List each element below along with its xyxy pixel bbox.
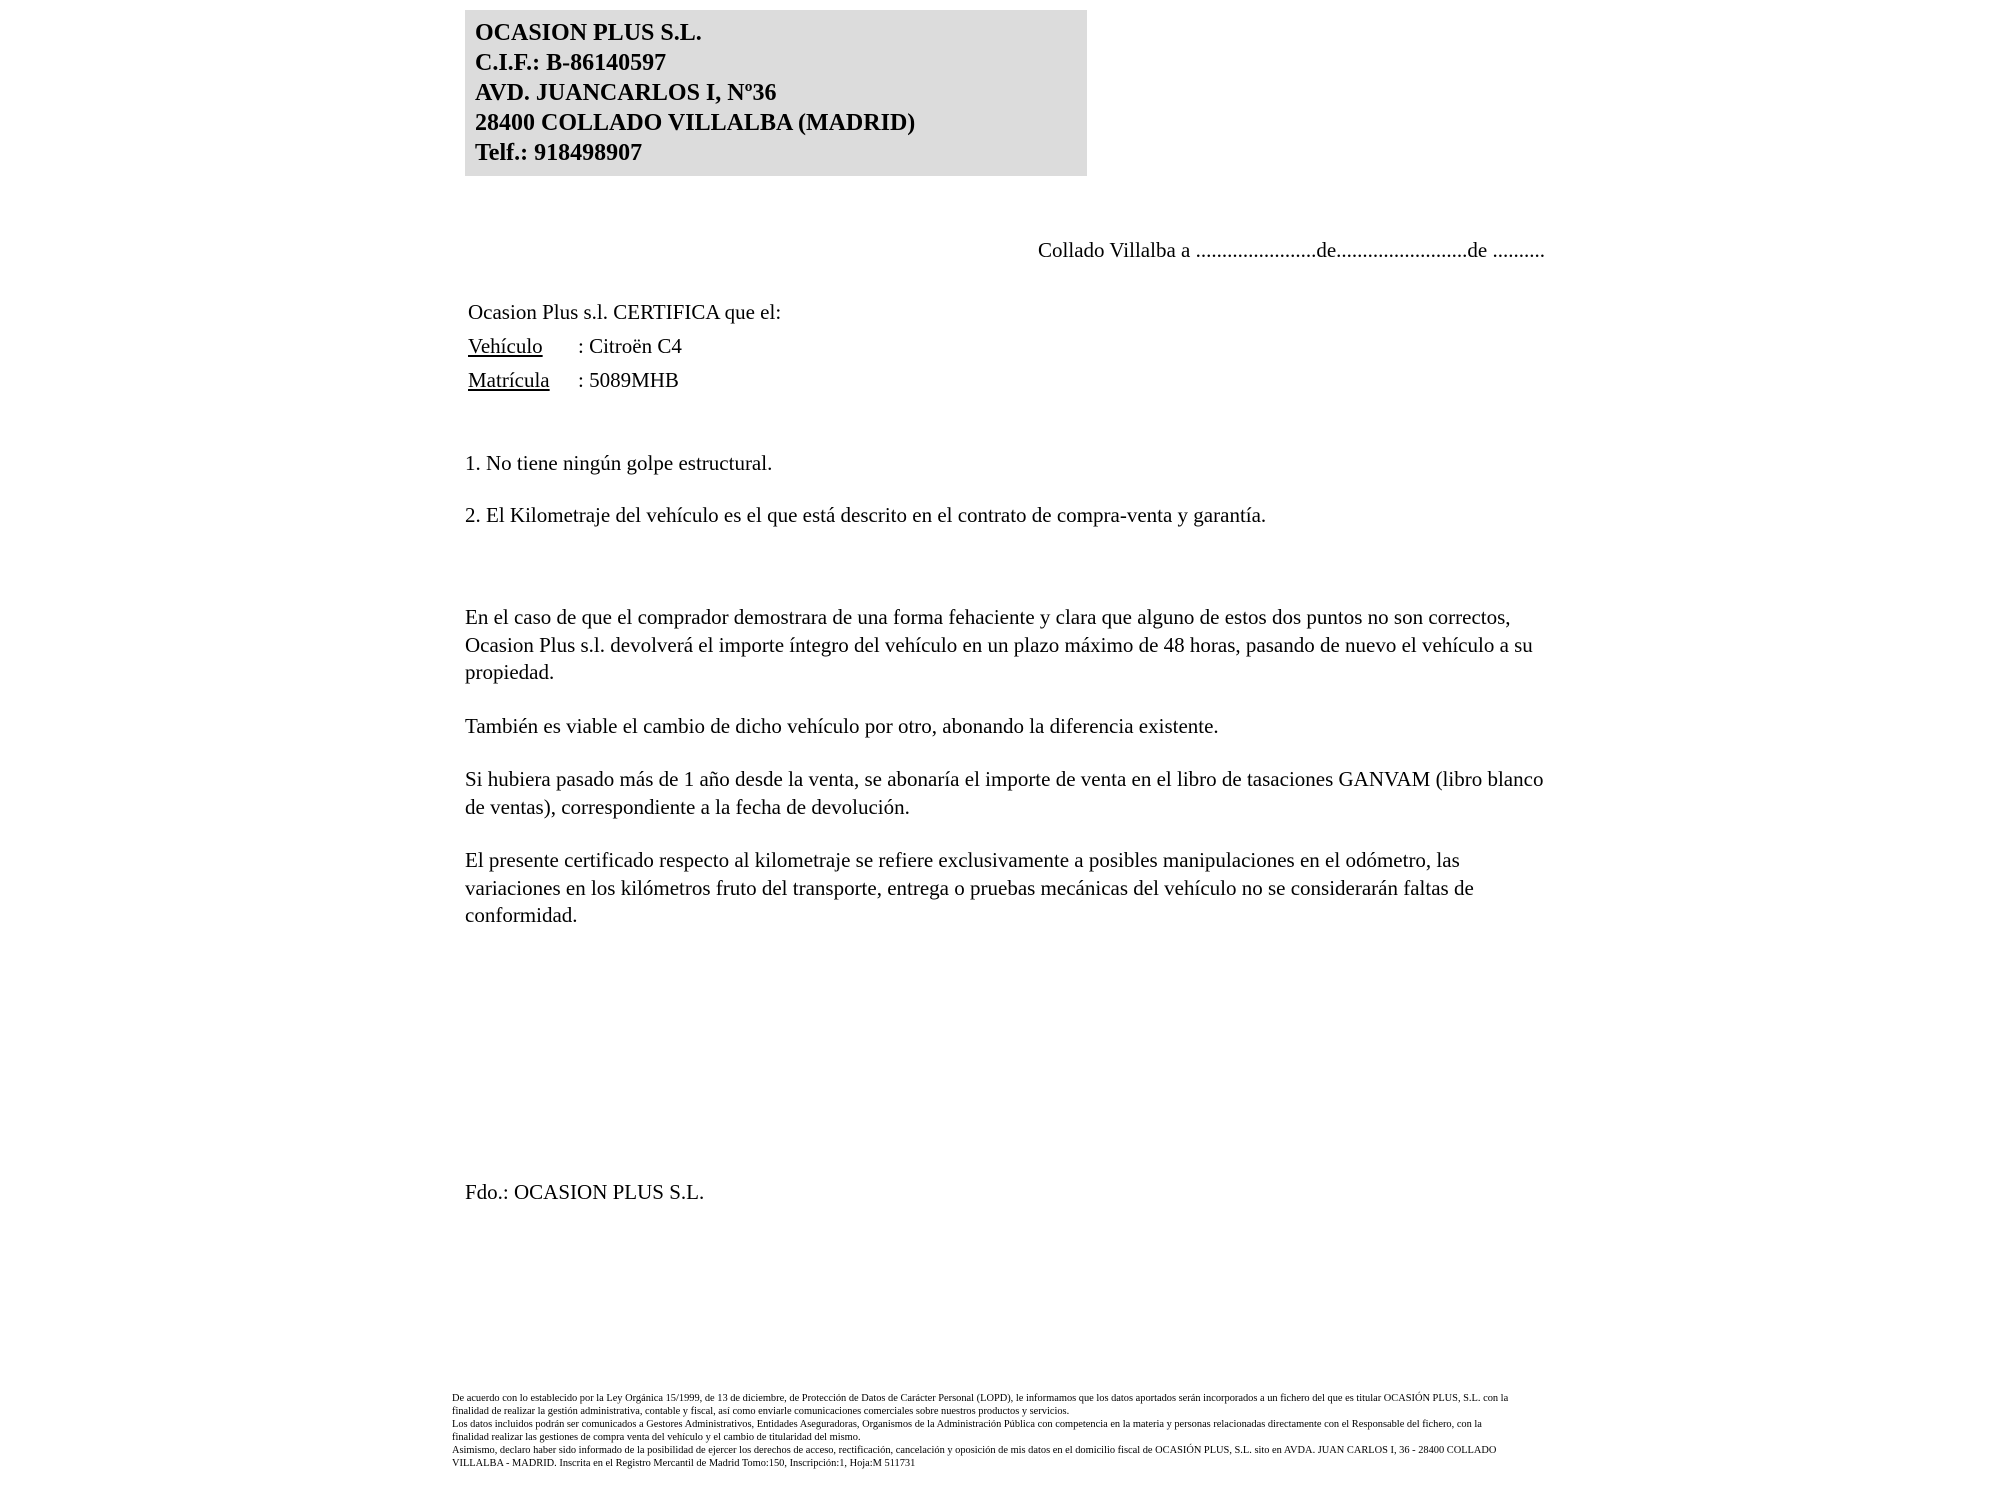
legal-paragraph-lopd: De acuerdo con lo establecido por la Ley Orgánica 15/1999, de 13 de diciembre, de Protección de Datos de Carácter Personal (LOPD), le informamos que los datos aportados serán incorporados a un fichero del que es titular OCASIÓN PLUS, S.L. con la finalidad de realizar la gestión administrativa, contable y fiscal, así como enviarle comunicaciones comerciales sobre nuestros productos y servicios. — [452, 1393, 1509, 1417]
company-header-box — [465, 10, 1087, 176]
company-city: 28400 COLLADO VILLALBA (MADRID) — [475, 110, 916, 136]
company-name: OCASION PLUS S.L. — [475, 20, 702, 46]
certified-point-2: 2. El Kilometraje del vehículo es el que está descrito en el contrato de compra-venta y garantía. — [465, 503, 1267, 527]
plate-label: Matrícula — [468, 368, 550, 392]
paragraph-refund-clause: En el caso de que el comprador demostrara de una forma fehaciente y clara que alguno de estos dos puntos no son correctos, Ocasion Plus s.l. devolverá el importe íntegro del vehículo en un plazo máximo de 48 horas, pasando de nuevo el vehículo a su propiedad. — [465, 605, 1533, 684]
paragraph-odometer-clause: El presente certificado respecto al kilometraje se refiere exclusivamente a posibles manipulaciones en el odómetro, las variaciones en los kilómetros fruto del transporte, entrega o pruebas mecánicas del vehículo no se considerarán faltas de conformidad. — [465, 848, 1474, 927]
company-cif: C.I.F.: B-86140597 — [475, 50, 667, 76]
vehicle-label: Vehículo — [468, 334, 543, 358]
paragraph-exchange-clause: También es viable el cambio de dicho vehículo por otro, abonando la diferencia existente. — [465, 713, 1219, 738]
signature-line: Fdo.: OCASION PLUS S.L. — [465, 1180, 705, 1204]
plate-value: : 5089MHB — [578, 368, 679, 392]
company-address: AVD. JUANCARLOS I, Nº36 — [475, 80, 777, 106]
certified-point-1: 1. No tiene ningún golpe estructural. — [465, 451, 773, 475]
plate-row — [468, 368, 781, 393]
legal-footer — [452, 1392, 1512, 1470]
company-phone: Telf.: 918498907 — [475, 140, 643, 166]
vehicle-value: : Citroën C4 — [578, 334, 682, 358]
legal-paragraph-data-sharing: Los datos incluidos podrán ser comunicados a Gestores Administrativos, Entidades Aseguradoras, Organismos de la Administración Pública con competencia en la materia y personas relacionadas directamente con el Responsable del fichero, con la finalidad realizar las gestiones de compra venta del vehículo y el cambio de titularidad del mismo. — [452, 1419, 1482, 1443]
certify-intro: Ocasion Plus s.l. CERTIFICA que el: — [468, 300, 782, 324]
certificate-intro-block — [468, 300, 781, 402]
date-line: Collado Villalba a .......................de.........................de .......... — [1038, 238, 1545, 262]
legal-paragraph-rights: Asimismo, declaro haber sido informado de la posibilidad de ejercer los derechos de acceso, rectificación, cancelación y oposición de mis datos en el domicilio fiscal de OCASIÓN PLUS, S.L. sito en AVDA. JUAN CARLOS I, 36 - 28400 COLLADO VILLALBA - MADRID. Inscrita en el Registro Mercantil de Madrid Tomo:150, Inscripción:1, Hoja:M 511731 — [452, 1445, 1497, 1469]
body-paragraphs — [465, 604, 1545, 956]
vehicle-row — [468, 334, 781, 359]
paragraph-ganvam-clause: Si hubiera pasado más de 1 año desde la venta, se abonaría el importe de venta en el libro de tasaciones GANVAM (libro blanco de ventas), correspondiente a la fecha de devolución. — [465, 767, 1544, 819]
